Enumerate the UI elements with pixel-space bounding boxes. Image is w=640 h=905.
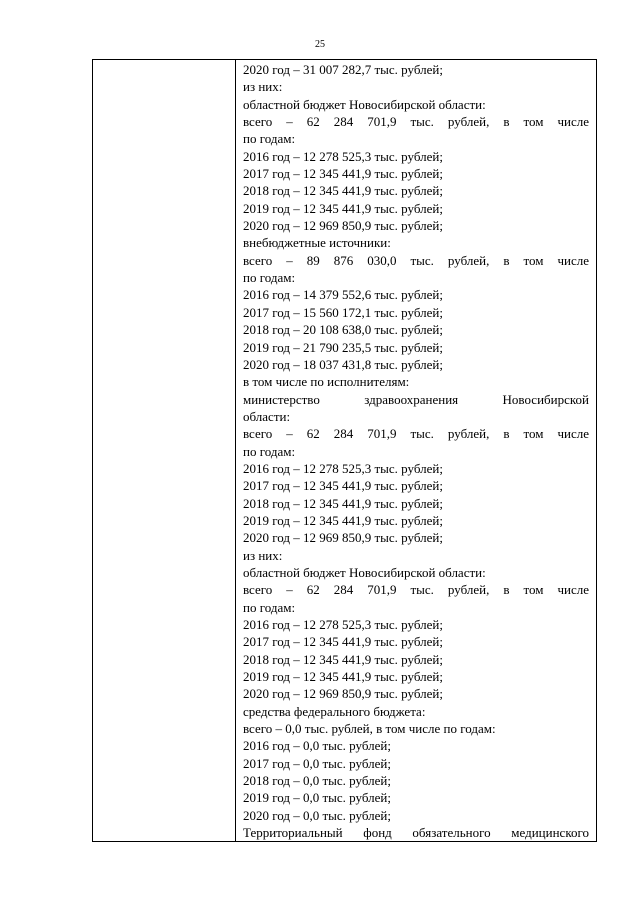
text-line: всего – 62 284 701,9 тыс. рублей, в том числе — [243, 114, 589, 130]
text-line: средства федерального бюджета: — [243, 703, 426, 719]
text-line: 2019 год – 0,0 тыс. рублей; — [243, 790, 391, 806]
text-line: всего – 89 876 030,0 тыс. рублей, в том числе — [243, 252, 589, 268]
text-line: областной бюджет Новосибирской области: — [243, 564, 486, 580]
text-line: области: — [243, 408, 291, 424]
text-line: из них: — [243, 547, 283, 563]
text-line: 2019 год – 21 790 235,5 тыс. рублей; — [243, 339, 443, 355]
text-line: 2016 год – 0,0 тыс. рублей; — [243, 738, 391, 754]
table-left-cell — [93, 60, 236, 841]
text-line: всего – 62 284 701,9 тыс. рублей, в том числе — [243, 582, 589, 598]
text-line: 2020 год – 12 969 850,9 тыс. рублей; — [243, 686, 443, 702]
text-line: 2018 год – 20 108 638,0 тыс. рублей; — [243, 322, 443, 338]
text-line: 2016 год – 12 278 525,3 тыс. рублей; — [243, 148, 443, 164]
text-line: 2020 год – 31 007 282,7 тыс. рублей; — [243, 62, 443, 77]
text-line: по годам: — [243, 599, 296, 615]
text-line: 2018 год – 0,0 тыс. рублей; — [243, 773, 391, 789]
text-line: 2017 год – 12 345 441,9 тыс. рублей; — [243, 478, 443, 494]
text-line: 2017 год – 12 345 441,9 тыс. рублей; — [243, 166, 443, 182]
text-line: 2016 год – 14 379 552,6 тыс. рублей; — [243, 287, 443, 303]
text-line: 2019 год – 12 345 441,9 тыс. рублей; — [243, 669, 443, 685]
text-line: 2016 год – 12 278 525,3 тыс. рублей; — [243, 617, 443, 632]
text-line: 2018 год – 12 345 441,9 тыс. рублей; — [243, 495, 443, 511]
text-line: министерство здравоохранения Новосибирской — [243, 391, 589, 407]
text-line: 2020 год – 18 037 431,8 тыс. рублей; — [243, 356, 443, 372]
funding-table — [92, 59, 597, 842]
text-line: по годам: — [243, 443, 296, 459]
text-line: в том числе по исполнителям: — [243, 374, 410, 390]
text-line: 2019 год – 12 345 441,9 тыс. рублей; — [243, 200, 443, 216]
text-line: Территориальный фонд обязательного медицинского — [243, 825, 589, 841]
text-line: 2017 год – 12 345 441,9 тыс. рублей; — [243, 634, 443, 650]
text-line: 2020 год – 0,0 тыс. рублей; — [243, 807, 391, 823]
table-right-cell — [243, 61, 589, 841]
text-line: 2020 год – 12 969 850,9 тыс. рублей; — [243, 530, 443, 546]
text-line: 2017 год – 0,0 тыс. рублей; — [243, 755, 391, 771]
text-line: всего – 0,0 тыс. рублей, в том числе по годам: — [243, 721, 496, 737]
text-line: по годам: — [243, 131, 296, 147]
text-line: 2018 год – 12 345 441,9 тыс. рублей; — [243, 183, 443, 199]
text-line: 2020 год – 12 969 850,9 тыс. рублей; — [243, 218, 443, 234]
text-line: областной бюджет Новосибирской области: — [243, 96, 486, 112]
text-line: 2016 год – 12 278 525,3 тыс. рублей; — [243, 460, 443, 476]
text-line: 2017 год – 15 560 172,1 тыс. рублей; — [243, 304, 443, 320]
text-line: внебюджетные источники: — [243, 235, 391, 251]
text-line: 2019 год – 12 345 441,9 тыс. рублей; — [243, 512, 443, 528]
text-line: всего – 62 284 701,9 тыс. рублей, в том числе — [243, 426, 589, 442]
text-line: 2018 год – 12 345 441,9 тыс. рублей; — [243, 651, 443, 667]
text-line: из них: — [243, 79, 283, 95]
text-line: по годам: — [243, 270, 296, 286]
page-number: 25 — [315, 39, 325, 50]
